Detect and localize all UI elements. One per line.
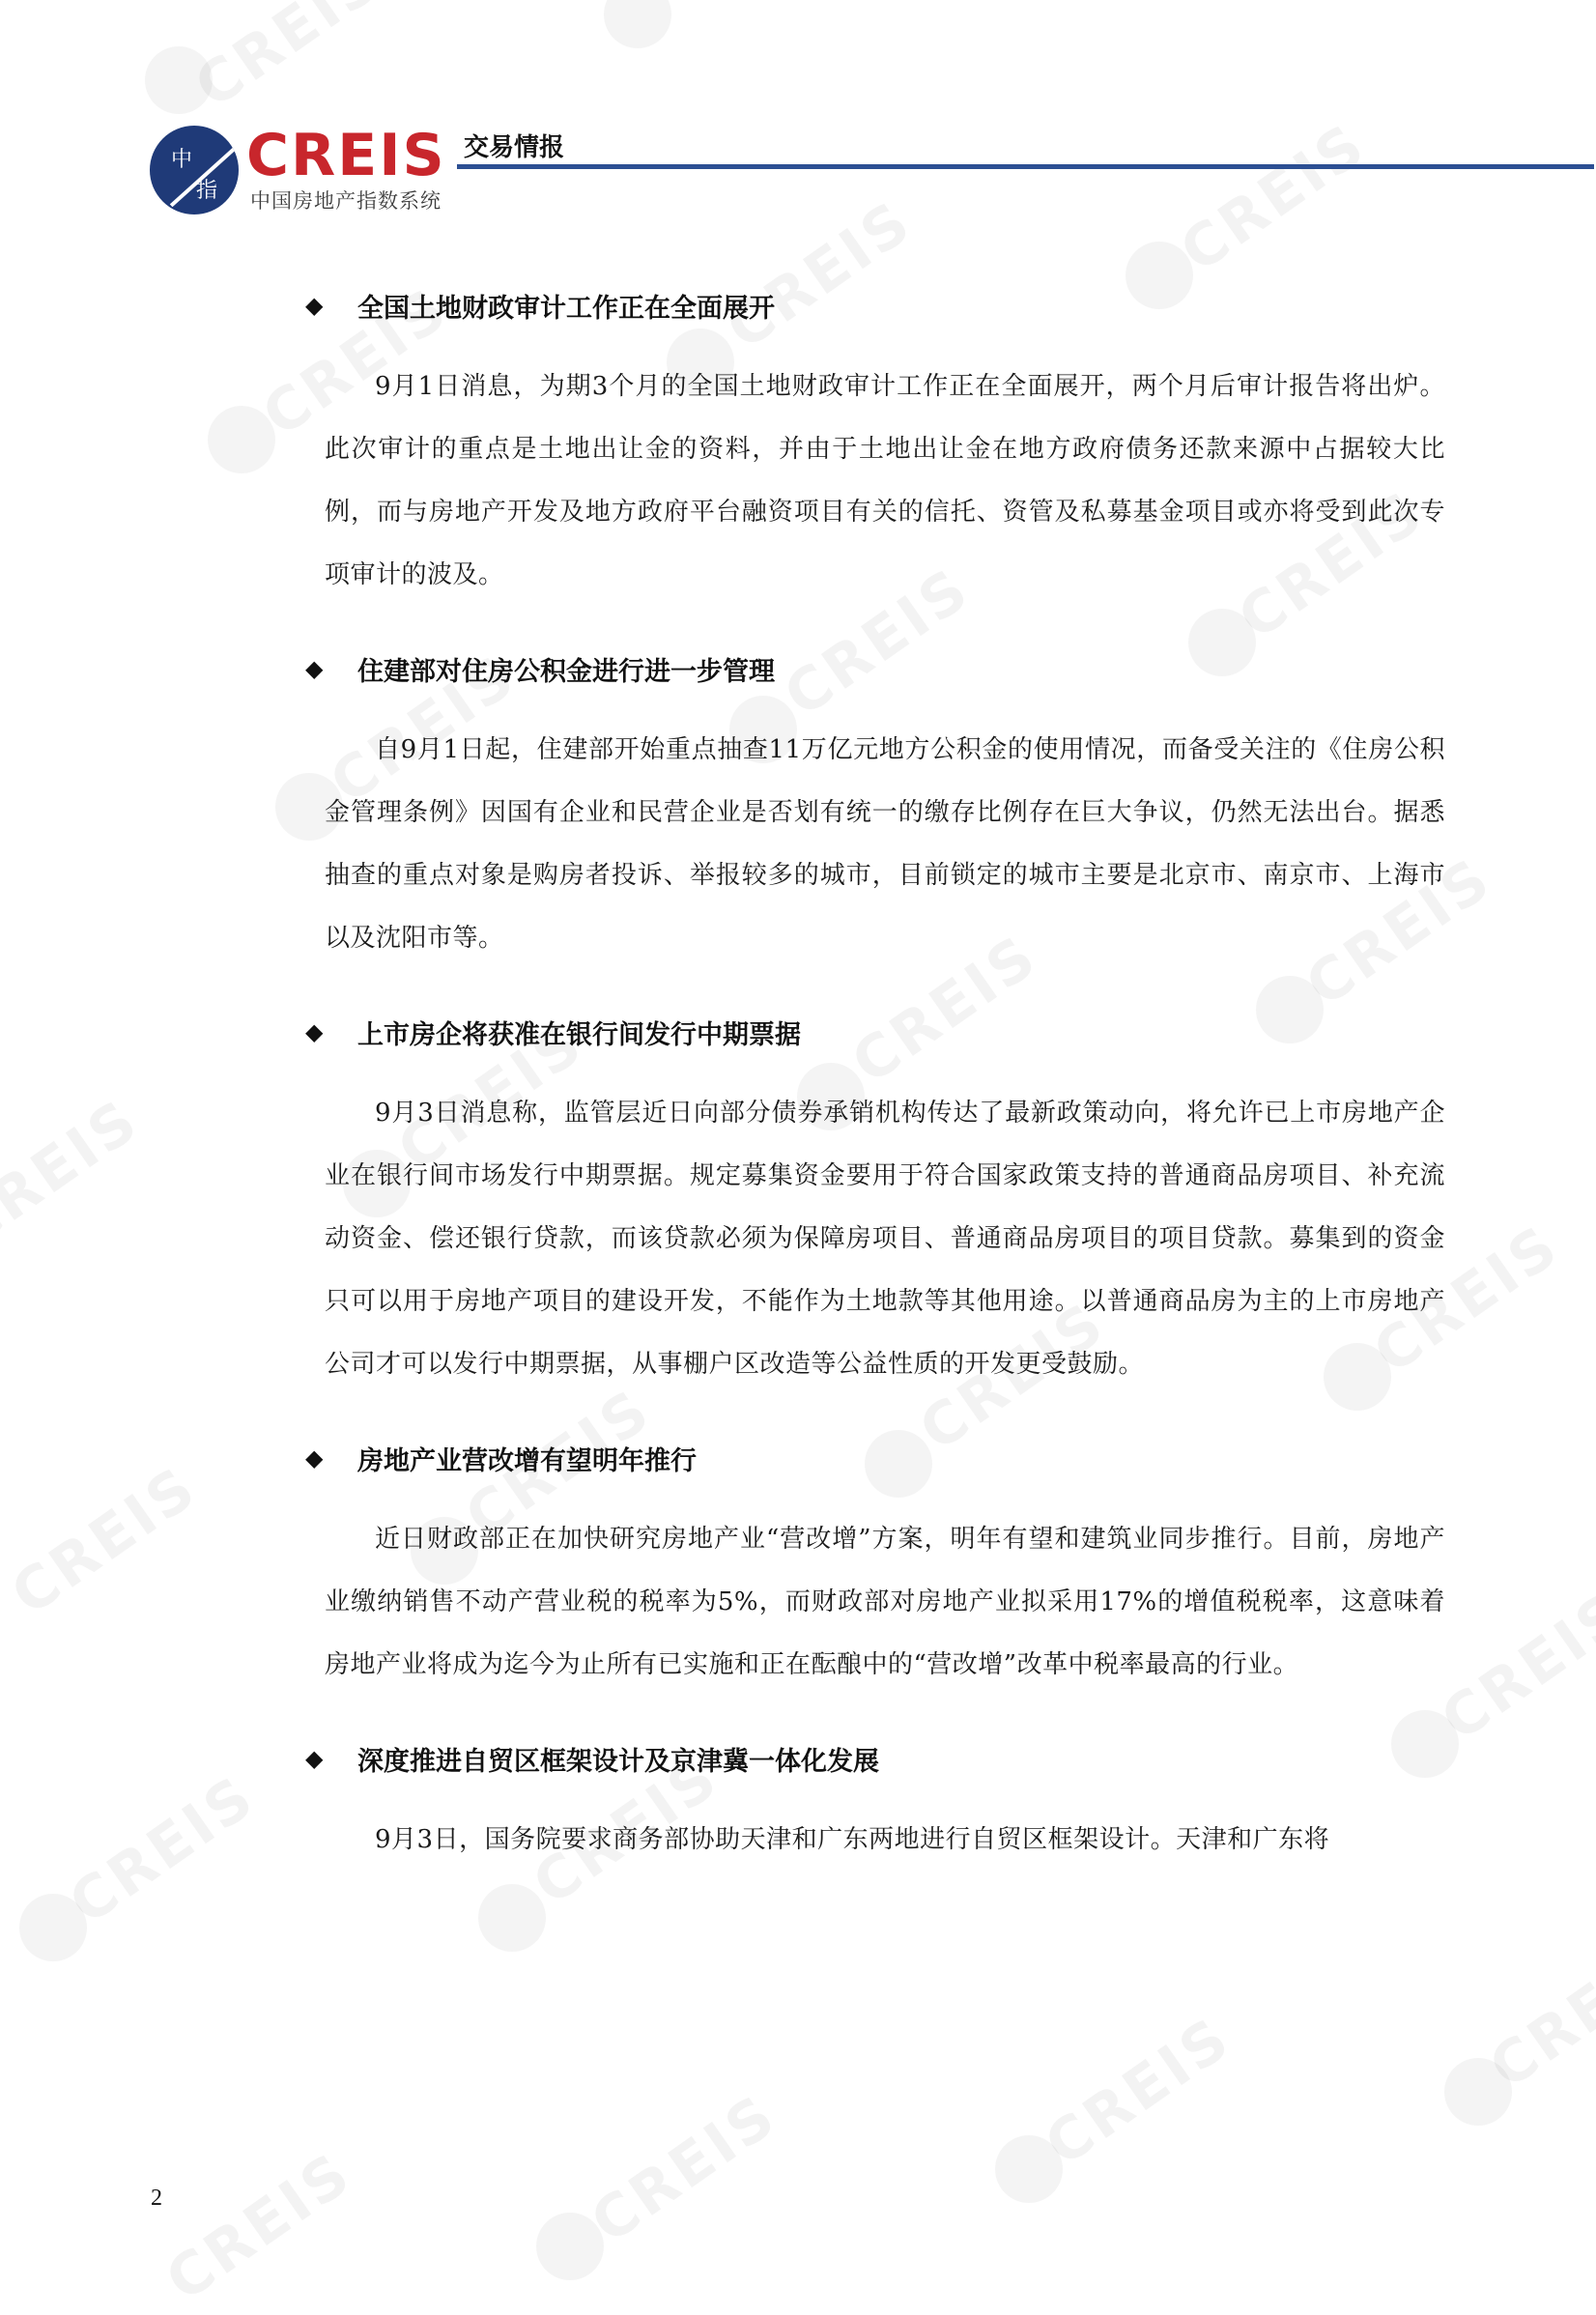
diamond-bullet-icon: ◆: [305, 292, 324, 319]
diamond-bullet-icon: ◆: [305, 1745, 324, 1772]
section-body: 9月3日消息称，监管层近日向部分债券承销机构传达了最新政策动向，将允许已上市房地产企业在银行间市场发行中期票据。规定募集资金要用于符合国家政策支持的普通商品房项目、补充流动资金、偿还银行贷款，而该贷款必须为保障房项目、普通商品房项目的项目贷款。募集到的资金只可以用于房地产项目的建设开发，不能作为土地款等其他用途。以普通商品房为主的上市房地产公司才可以发行中期票据，从事棚户区改造等公益性质的开发更受鼓励。: [325, 1099, 1445, 1379]
watermark: [0, 1086, 152, 1262]
logo-wordmark: CREIS: [246, 122, 446, 189]
section-title: 上市房企将获准在银行间发行中期票据: [357, 1019, 801, 1050]
section-heading: [307, 280, 1445, 330]
creis-logo-icon: [150, 126, 239, 214]
diamond-bullet-icon: ◆: [305, 655, 324, 682]
news-section: [307, 1733, 1445, 1872]
watermark: [0, 1453, 210, 1629]
section-title: 房地产业营改增有望明年推行: [357, 1445, 697, 1476]
diamond-bullet-icon: ◆: [305, 1444, 324, 1472]
section-title: 深度推进自贸区框架设计及京津冀一体化发展: [357, 1746, 879, 1777]
watermark: [58, 1762, 269, 1938]
section-heading: [307, 1733, 1445, 1784]
section-heading: [307, 1433, 1445, 1483]
logo-glyph-1: 中: [171, 148, 193, 172]
section-heading: [307, 643, 1445, 694]
watermark: [1430, 1579, 1596, 1755]
article-content: [307, 280, 1445, 1908]
section-title: 住建部对住房公积金进行进一步管理: [357, 656, 775, 687]
watermark: [184, 0, 394, 122]
section-body: 自9月1日起，住建部开始重点抽查11万亿元地方公积金的使用情况，而备受关注的《住房公积金管理条例》因国有企业和民营企业是否划有统一的缴存比例存在巨大争议，仍然无法出台。据悉抽查的重点对象是购房者投诉、举报较多的城市，目前锁定的城市主要是北京市、南京市、上海市以及沈阳市等。: [325, 735, 1445, 953]
news-section: [307, 1433, 1445, 1697]
diamond-bullet-icon: ◆: [305, 1018, 324, 1045]
watermark: [1478, 1927, 1596, 2102]
section-body: 9月1日消息，为期3个月的全国土地财政审计工作正在全面展开，两个月后审计报告将出炉。此次审计的重点是土地出让金的资料，并由于土地出让金在地方政府债务还款来源中占据较大比例，而与房地产开发及地方政府平台融资项目有关的信托、资管及私募基金项目或亦将受到此次专项审计的波及。: [325, 372, 1445, 589]
page-number: 2: [151, 2186, 162, 2211]
logo-glyph-2: 指: [196, 179, 218, 203]
news-section: [307, 280, 1445, 607]
section-heading: [307, 1007, 1445, 1057]
section-body: 近日财政部正在加快研究房地产业“营改增”方案，明年有望和建筑业同步推行。目前，房地产业缴纳销售不动产营业税的税率为5%，而财政部对房地产业拟采用17%的增值税税率，这意味着房地产业将成为迄今为止所有已实施和正在酝酿中的“营改增”改革中税率最高的行业。: [325, 1525, 1445, 1679]
section-body: 9月3日，国务院要求商务部协助天津和广东两地进行自贸区框架设计。天津和广东将: [375, 1825, 1330, 1854]
logo-subtitle: 中国房地产指数系统: [250, 189, 442, 213]
section-title: 全国土地财政审计工作正在全面展开: [357, 293, 775, 324]
news-section: [307, 643, 1445, 970]
watermark: [155, 2139, 365, 2315]
report-title: 交易情报: [464, 133, 565, 162]
header-divider: [457, 164, 1594, 169]
page-header: [150, 114, 1444, 220]
watermark: [580, 2081, 790, 2257]
watermark: [1034, 2004, 1244, 2180]
news-section: [307, 1007, 1445, 1396]
